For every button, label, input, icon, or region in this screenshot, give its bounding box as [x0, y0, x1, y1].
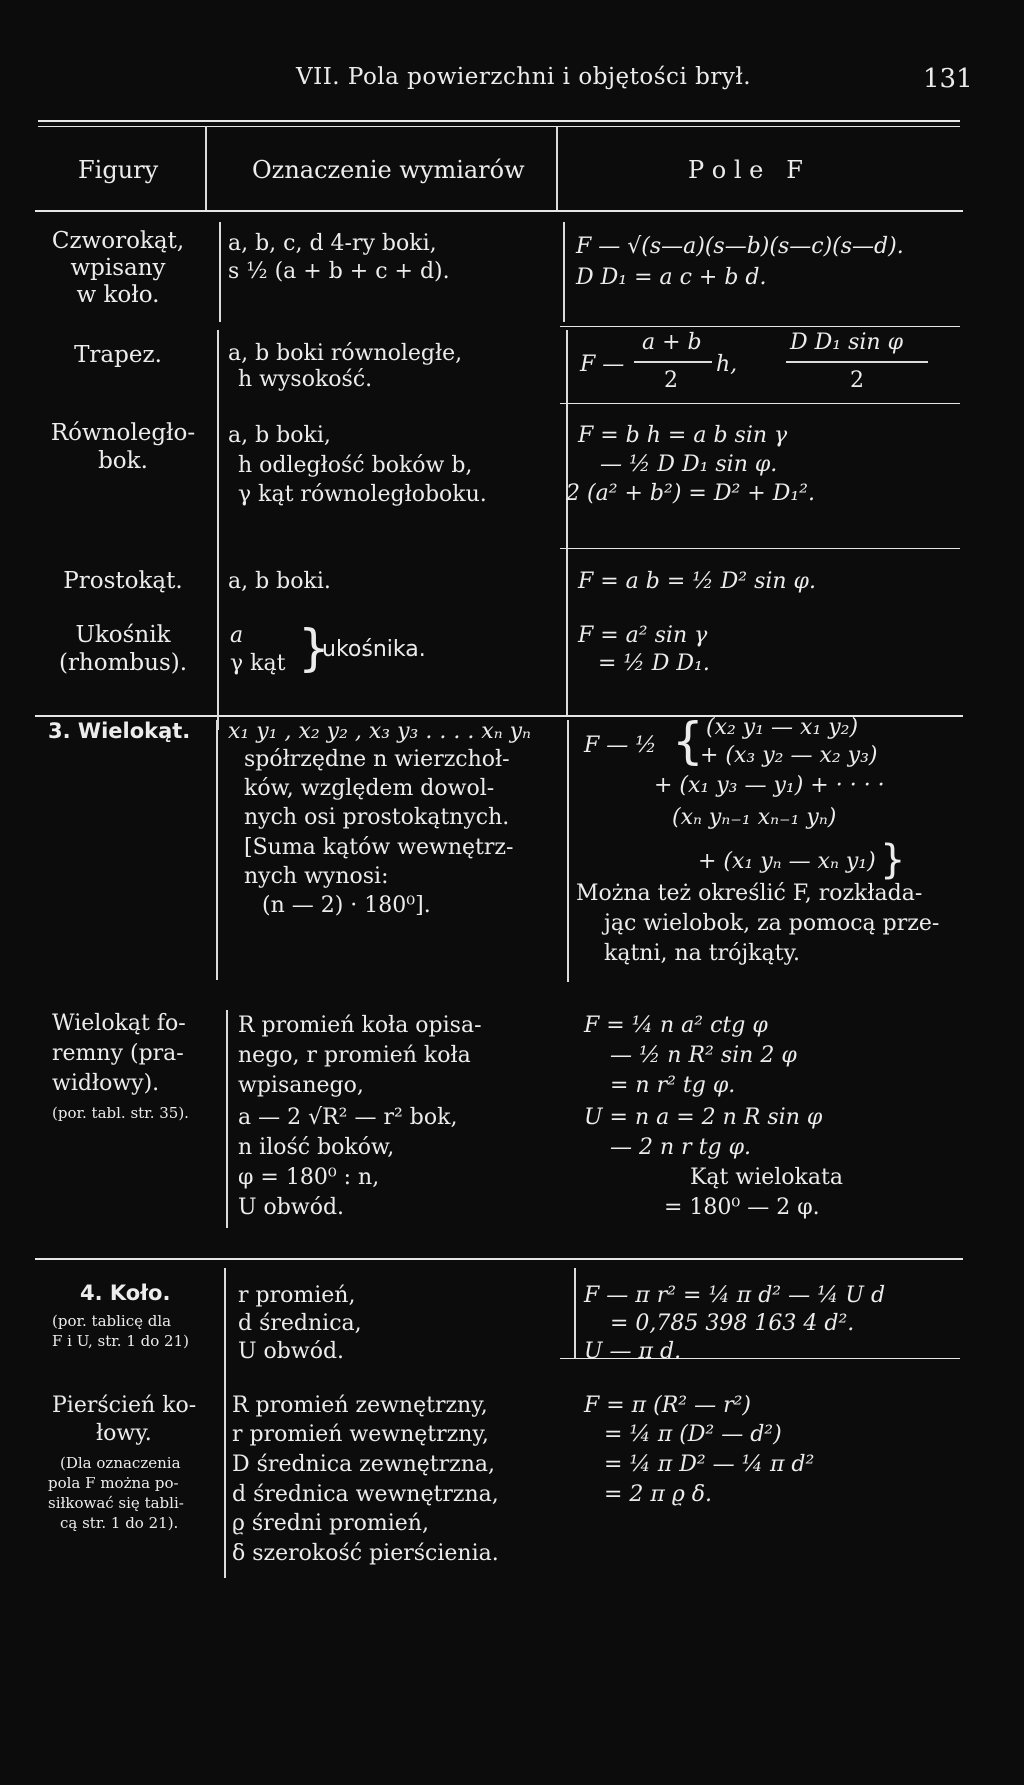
dimension-text: a, b, c, d 4-ry boki, [228, 231, 437, 256]
area-formula: F = ¼ n a² ctg φ [584, 1013, 768, 1038]
area-formula: F = b h = a b sin γ [578, 423, 788, 448]
brace-icon: { [672, 712, 704, 770]
area-formula: = 2 π ϱ δ. [604, 1482, 713, 1507]
area-formula: = n r² tg φ. [610, 1073, 736, 1098]
figure-name: Ukośnik [75, 622, 171, 648]
dimension-text: R promień zewnętrzny, [232, 1393, 488, 1418]
section-heading: 4. Koło. [80, 1281, 171, 1305]
area-formula: (x₂ y₁ — x₁ y₂) [706, 715, 859, 740]
column-header-dimensions: Oznaczenie wymiarów [252, 156, 525, 184]
figure-name: w koło. [76, 282, 160, 308]
dimension-text: nego, r promień koła [238, 1043, 471, 1068]
column-divider [219, 222, 221, 322]
column-divider [226, 1010, 228, 1228]
dimension-text: U obwód. [238, 1339, 345, 1364]
figure-reference: (por. tablicę dla [52, 1312, 172, 1330]
area-formula-mid: h, [716, 352, 738, 377]
brace-icon: } [298, 619, 330, 677]
figure-reference: cą str. 1 do 21). [60, 1514, 179, 1532]
dimension-text: h odległość boków b, [238, 453, 473, 478]
figure-reference: F i U, str. 1 do 21) [52, 1332, 189, 1350]
dimension-text: d średnica wewnętrzna, [232, 1482, 499, 1507]
column-header-figures: Figury [78, 156, 159, 184]
area-note: kątni, na trójkąty. [604, 941, 800, 966]
figure-name: Równoległo- [50, 420, 196, 446]
figure-name: Trapez. [74, 342, 162, 368]
area-formula: + (x₁ y₃ — y₁) + · · · · [654, 773, 885, 798]
dimension-text: wpisanego, [238, 1073, 364, 1098]
table-top-rule [38, 120, 960, 122]
dimension-text: D średnica zewnętrzna, [232, 1452, 496, 1477]
dimension-text: R promień koła opisa- [238, 1013, 482, 1038]
dimension-text: a, b boki, [228, 423, 331, 448]
dimension-text: a, b boki równoległe, [228, 341, 463, 366]
dimension-text: h wysokość. [238, 367, 373, 392]
figure-name: bok. [98, 448, 148, 474]
figure-name: remny (pra- [52, 1041, 184, 1066]
dimension-text: r promień wewnętrzny, [232, 1422, 489, 1447]
dimension-text: x₁ y₁ , x₂ y₂ , x₃ y₃ . . . . xₙ yₙ [228, 719, 531, 744]
area-note: jąc wielobok, za pomocą prze- [604, 911, 940, 936]
area-formula: (xₙ yₙ₋₁ xₙ₋₁ yₙ) [672, 805, 837, 830]
dimension-text: a [230, 623, 244, 648]
area-formula: = 180⁰ — 2 φ. [664, 1195, 820, 1220]
dimension-text: γ kąt [230, 651, 286, 676]
column-header-rule [35, 210, 963, 212]
row-rule [560, 548, 960, 549]
figure-reference: pola F można po- [48, 1474, 179, 1492]
area-formula: = ¼ π D² — ¼ π d² [604, 1452, 815, 1477]
dimension-text: d średnica, [238, 1311, 362, 1336]
page-number: 131 [923, 64, 973, 94]
area-formula: F — π r² = ¼ π d² — ¼ U d [584, 1283, 886, 1308]
dimension-text: a — 2 √R² — r² bok, [238, 1105, 458, 1130]
figure-reference: (Dla oznaczenia [60, 1454, 181, 1472]
section-rule [35, 1258, 963, 1260]
dimension-text: δ szerokość pierścienia. [232, 1541, 499, 1566]
dimension-text: r promień, [238, 1283, 356, 1308]
area-formula: = 0,785 398 163 4 d². [610, 1311, 855, 1336]
column-divider [574, 1268, 576, 1358]
dimension-text: [Suma kątów wewnętrz- [244, 835, 514, 860]
figure-name: widłowy). [52, 1071, 160, 1096]
table-top-rule-2 [38, 126, 960, 127]
area-formula: = ½ D D₁. [598, 651, 710, 676]
dimension-text: (n — 2) · 180⁰]. [262, 893, 431, 918]
figure-reference: siłkować się tabli- [48, 1494, 184, 1512]
area-formula: U = n a = 2 n R sin φ [584, 1105, 823, 1130]
column-divider [566, 330, 568, 715]
dimension-text: s ½ (a + b + c + d). [228, 259, 450, 284]
area-formula: — ½ D D₁ sin φ. [600, 452, 778, 477]
area-formula: F = a² sin γ [578, 623, 708, 648]
fraction-bar [634, 361, 712, 363]
dimension-text: ukośnika. [322, 637, 426, 662]
area-formula: + (x₃ y₂ — x₂ y₃) [700, 743, 878, 768]
fraction-bar [786, 361, 928, 363]
dimension-text: spółrzędne n wierzchoł- [244, 747, 510, 772]
figure-reference: (por. tabl. str. 35). [52, 1104, 189, 1122]
column-divider [567, 720, 569, 982]
area-formula: — ½ n R² sin 2 φ [610, 1043, 797, 1068]
fraction-denominator: 2 [664, 368, 678, 393]
area-formula: U — π d. [584, 1339, 682, 1364]
area-formula: F — √(s—a)(s—b)(s—c)(s—d). [576, 234, 904, 259]
area-formula: F = a b = ½ D² sin φ. [578, 569, 816, 594]
row-rule [560, 326, 960, 327]
fraction-numerator: D D₁ sin φ [790, 330, 903, 355]
row-rule [560, 403, 960, 404]
column-divider [556, 126, 558, 210]
dimension-text: φ = 180⁰ : n, [238, 1165, 380, 1190]
dimension-text: n ilość boków, [238, 1135, 395, 1160]
dimension-text: ków, względem dowol- [244, 776, 495, 801]
page-header-title: VII. Pola powierzchni i objętości brył. [296, 64, 752, 90]
area-formula: + (x₁ yₙ — xₙ y₁) [698, 849, 876, 874]
area-formula: = ¼ π (D² — d²) [604, 1422, 782, 1447]
brace-icon: } [880, 837, 906, 883]
column-divider [217, 330, 219, 730]
column-divider [205, 126, 207, 210]
column-divider [216, 720, 218, 980]
figure-name: (rhombus). [58, 650, 188, 676]
fraction-numerator: a + b [642, 330, 702, 355]
dimension-text: nych wynosi: [244, 864, 389, 889]
area-formula: F — ½ [584, 733, 657, 758]
area-formula: F = π (R² — r²) [584, 1393, 752, 1418]
dimension-text: a, b boki. [228, 569, 331, 594]
area-note: Kąt wielokata [690, 1165, 843, 1190]
figure-name: łowy. [96, 1421, 152, 1446]
area-formula: 2 (a² + b²) = D² + D₁². [566, 481, 815, 506]
figure-name: Czworokąt, [51, 228, 185, 254]
fraction-denominator: 2 [850, 368, 864, 393]
area-note: Można też określić F, rozkłada- [576, 881, 923, 906]
section-heading: 3. Wielokąt. [48, 719, 191, 743]
column-header-area: P o l e F [688, 156, 803, 184]
dimension-text: nych osi prostokątnych. [244, 805, 510, 830]
figure-name: wpisany [70, 255, 166, 281]
figure-name: Wielokąt fo- [52, 1011, 186, 1036]
area-formula: — 2 n r tg φ. [610, 1135, 751, 1160]
figure-name: Pierścień ko- [52, 1393, 197, 1418]
column-divider [224, 1268, 226, 1578]
figure-name: Prostokąt. [63, 568, 183, 594]
dimension-text: ϱ średni promień, [232, 1511, 429, 1536]
dimension-text: γ kąt równoległoboku. [238, 482, 487, 507]
area-formula-lhs: F — [580, 352, 625, 377]
area-formula: D D₁ = a c + b d. [576, 265, 767, 290]
dimension-text: U obwód. [238, 1195, 345, 1220]
column-divider [563, 222, 565, 322]
